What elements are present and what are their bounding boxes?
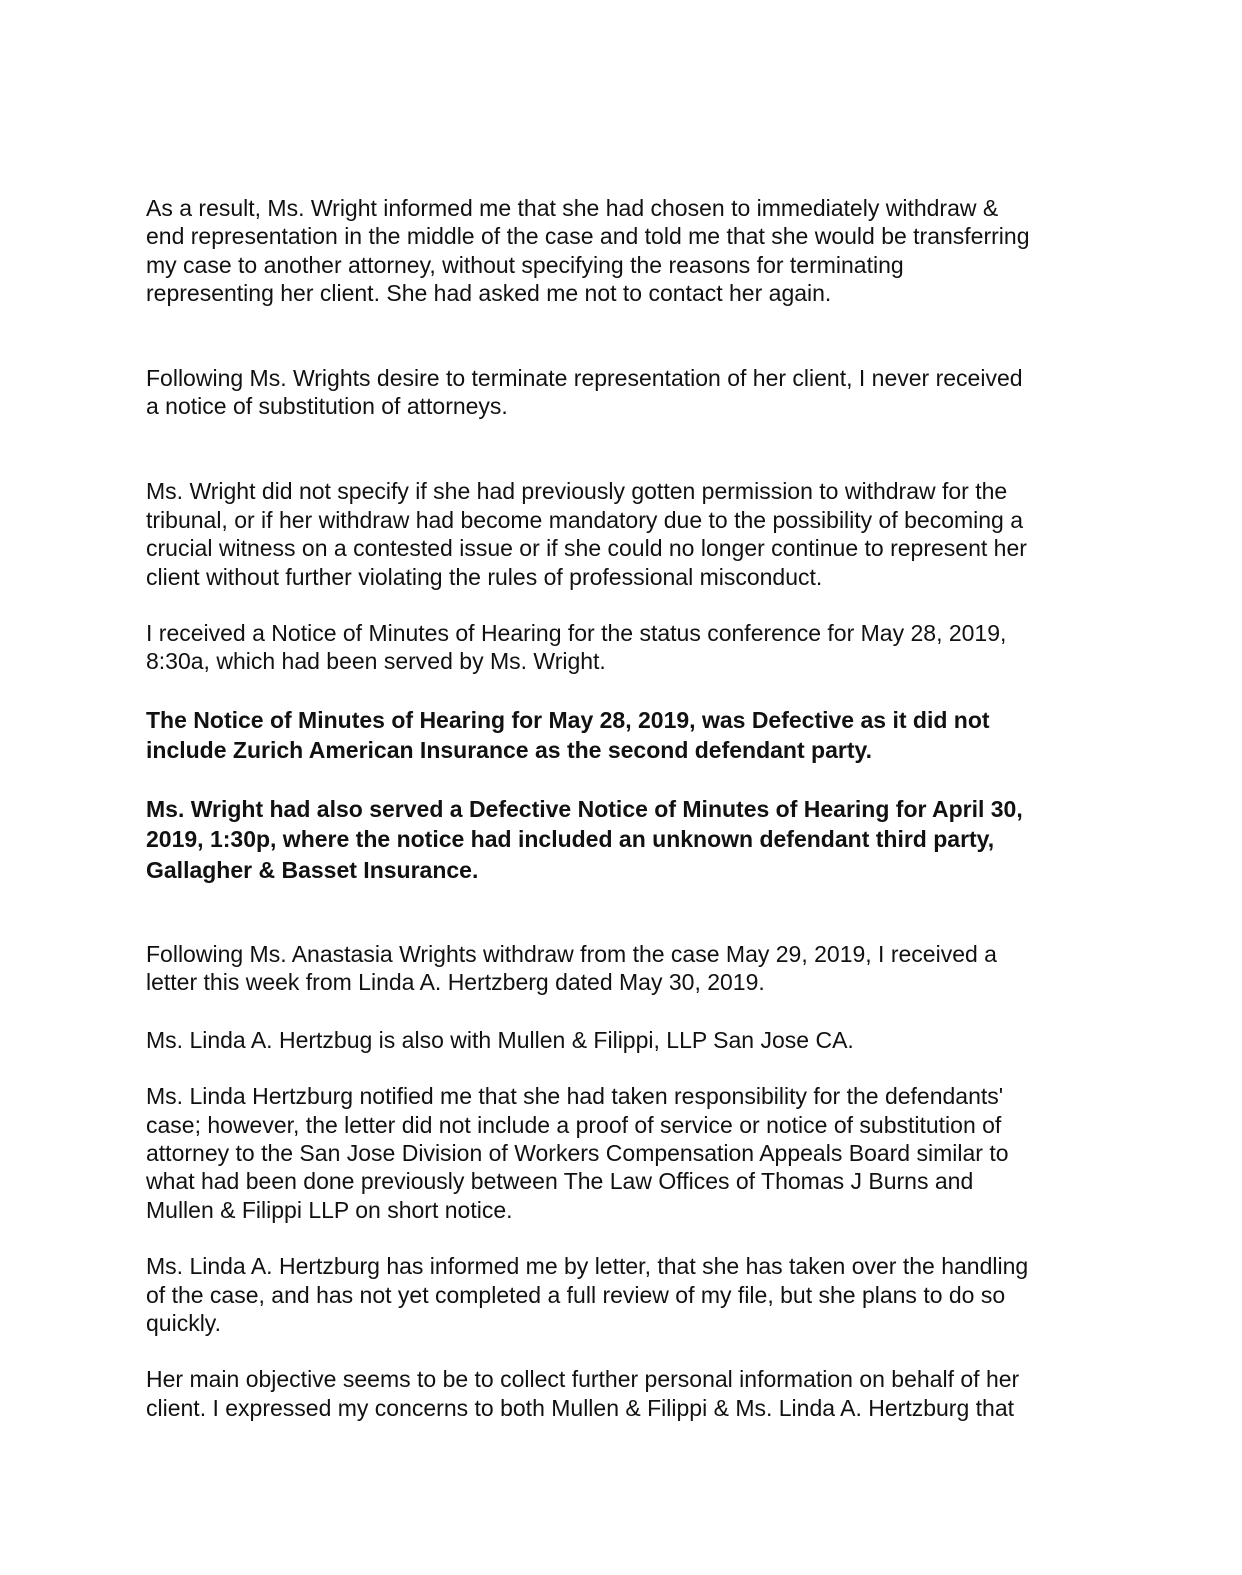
text-line: Ms. Linda Hertzburg notified me that she had taken responsibility for the defendants' <box>146 1083 1004 1110</box>
text-line: case; however, the letter did not include a proof of service or notice of substitution of <box>146 1111 1002 1138</box>
text-line: client. I expressed my concerns to both Mullen & Filippi & Ms. Linda A. Hertzburg that <box>146 1394 1015 1421</box>
document-body <box>146 194 1096 1422</box>
paragraph-responsibility <box>146 1082 1096 1224</box>
text-line: end representation in the middle of the case and told me that she would be transferring <box>146 223 1030 250</box>
paragraph-notice-received <box>146 619 1096 676</box>
text-line: representing her client. She had asked me not to contact her again. <box>146 280 832 307</box>
text-line: include Zurich American Insurance as the second defendant party. <box>146 737 872 764</box>
paragraph-permission <box>146 477 1096 591</box>
paragraph-no-substitution-notice <box>146 364 1096 421</box>
paragraph-objective <box>146 1365 1096 1422</box>
text-line: I received a Notice of Minutes of Hearing for the status conference for May 28, 2019, <box>146 620 1007 647</box>
paragraph-firm <box>146 1026 1096 1054</box>
paragraph-taken-over <box>146 1252 1096 1337</box>
text-line: The Notice of Minutes of Hearing for May 28, 2019, was Defective as it did not <box>146 706 990 733</box>
text-line: letter this week from Linda A. Hertzberg dated May 30, 2019. <box>146 969 765 996</box>
text-line: Gallagher & Basset Insurance. <box>146 856 479 883</box>
text-line: Following Ms. Wrights desire to terminate representation of her client, I never received <box>146 364 1023 391</box>
text-line: crucial witness on a contested issue or if she could no longer continue to represent her <box>146 535 1027 562</box>
text-line: As a result, Ms. Wright informed me that she had chosen to immediately withdraw & <box>146 195 999 221</box>
text-line: of the case, and has not yet completed a full review of my file, but she plans to do so <box>146 1281 1006 1308</box>
text-line: a notice of substitution of attorneys. <box>146 393 508 420</box>
text-line: tribunal, or if her withdraw had become mandatory due to the possibility of becoming a <box>146 506 1024 533</box>
text-line: Mullen & Filippi LLP on short notice. <box>146 1196 513 1223</box>
text-line: client without further violating the rules of professional misconduct. <box>146 563 823 590</box>
text-line: Ms. Wright did not specify if she had previously gotten permission to withdraw for the <box>146 478 1008 505</box>
text-line: what had been done previously between The Law Offices of Thomas J Burns and <box>146 1168 974 1195</box>
paragraph-withdrawal <box>146 194 1096 308</box>
text-line: 8:30a, which had been served by Ms. Wright. <box>146 648 606 675</box>
text-line: Ms. Linda A. Hertzbug is also with Mullen & Filippi, LLP San Jose CA. <box>146 1026 854 1053</box>
text-line: Ms. Linda A. Hertzburg has informed me by letter, that she has taken over the handling <box>146 1253 1029 1280</box>
paragraph-defective-notice-april <box>146 794 1096 885</box>
text-line: Following Ms. Anastasia Wrights withdraw from the case May 29, 2019, I received a <box>146 940 997 967</box>
text-line: 2019, 1:30p, where the notice had included an unknown defendant third party, <box>146 826 995 853</box>
text-line: Her main objective seems to be to collect further personal information on behalf of her <box>146 1366 1020 1393</box>
text-line: quickly. <box>146 1309 221 1336</box>
paragraph-hertzberg-letter <box>146 940 1096 997</box>
paragraph-defective-notice-may <box>146 705 1096 766</box>
text-line: my case to another attorney, without specifying the reasons for terminating <box>146 251 904 278</box>
text-line: Ms. Wright had also served a Defective Notice of Minutes of Hearing for April 30, <box>146 795 1023 822</box>
text-line: attorney to the San Jose Division of Workers Compensation Appeals Board similar to <box>146 1139 1009 1166</box>
